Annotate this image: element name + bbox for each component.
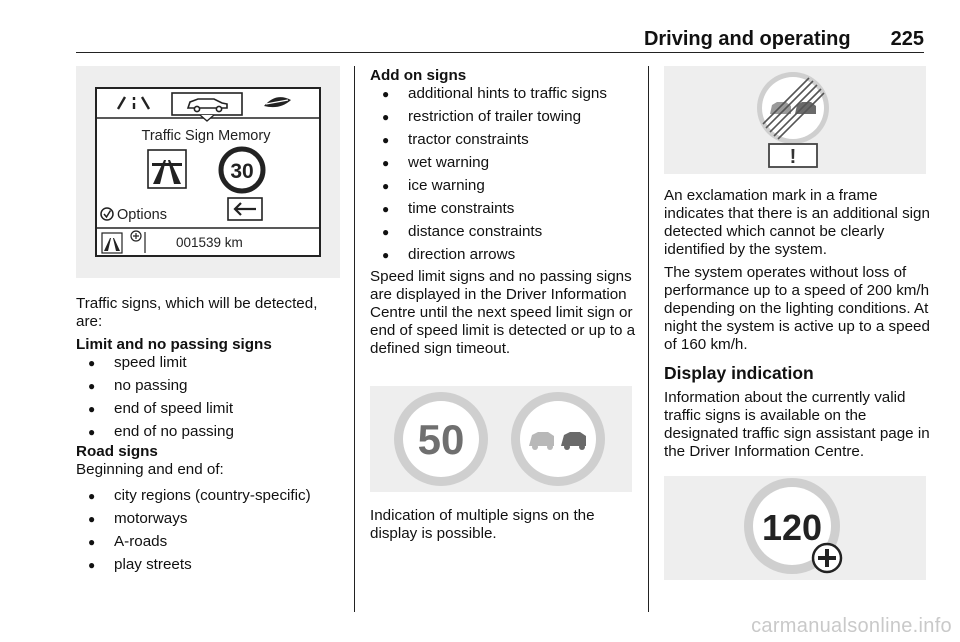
exclamation-paragraph: An exclamation mark in a frame indicates that there is an additional sign detected which cannot be clearly identified by the system. — [664, 187, 930, 258]
section-title: Driving and operating — [643, 28, 851, 50]
column-divider-1 — [354, 66, 355, 612]
list-item: ● direction arrows — [370, 246, 638, 264]
speed-value: 120 — [761, 507, 823, 548]
display-indication-paragraph: Information about the currently valid traffic signs is available on the designated traffic sign assistant page in the Driver Information Centre. — [664, 389, 930, 460]
page-number: 225 — [890, 28, 924, 50]
speed-limit-50-sign — [394, 392, 488, 486]
road-signs-heading: Road signs — [76, 443, 158, 460]
list-item: ● speed limit — [76, 354, 346, 372]
multiple-signs-paragraph: Indication of multiple signs on the display is possible. — [370, 507, 595, 542]
list-item: ● distance constraints — [370, 223, 638, 241]
speed-limit-30-sign — [221, 149, 263, 191]
speed-value: 50 — [417, 416, 465, 463]
traffic-sign-memory-figure — [76, 66, 340, 278]
display-title: Traffic Sign Memory — [141, 128, 271, 144]
intro-text: Traffic signs, which will be detected, are: — [76, 295, 318, 330]
display-illustration — [76, 66, 340, 278]
plus-circle-icon — [813, 544, 841, 572]
motorway-small-icon — [102, 233, 122, 253]
performance-paragraph: The system operates without loss of performance up to a speed of 200 km/h depending on the lighting conditions. At night the system is active up to a speed of 160 km/h. — [664, 264, 930, 353]
odometer-value: 001539 km — [176, 235, 243, 250]
list-item: ● end of speed limit — [76, 400, 346, 418]
list-item: ● time constraints — [370, 200, 638, 218]
list-item: ● no passing — [76, 377, 346, 395]
list-item: ● motorways — [76, 510, 346, 528]
speed-limit-paragraph: Speed limit signs and no passing signs are displayed in the Driver Information Centre until the next speed limit sign or end of speed limit is detected or up to a defined sign timeout. — [370, 268, 636, 357]
end-no-passing-figure — [664, 66, 926, 174]
watermark: carmanualsonline.info — [751, 615, 952, 637]
list-item: ● play streets — [76, 556, 346, 574]
speed-120-figure — [664, 476, 926, 580]
list-item: ● ice warning — [370, 177, 638, 195]
multiple-signs-figure — [370, 386, 632, 492]
speed-value: 30 — [230, 160, 254, 183]
list-item: ● restriction of trailer towing — [370, 108, 638, 126]
display-indication-heading: Display indication — [664, 363, 814, 383]
exclamation-frame-icon — [769, 144, 817, 168]
list-item: ● additional hints to traffic signs — [370, 85, 638, 103]
exclamation-mark: ! — [789, 146, 797, 168]
column-divider-2 — [648, 66, 649, 612]
header-rule — [76, 52, 924, 53]
column-1 — [76, 295, 346, 574]
column-3 — [664, 187, 932, 461]
options-label: Options — [117, 207, 167, 223]
list-item: ● A-roads — [76, 533, 346, 551]
back-arrow-icon — [228, 198, 262, 220]
motorway-sign-icon — [148, 150, 186, 188]
page-header — [644, 28, 924, 51]
list-item: ● tractor constraints — [370, 131, 638, 149]
road-signs-intro: Beginning and end of: — [76, 461, 224, 478]
column-2 — [370, 67, 638, 358]
list-item: ● city regions (country-specific) — [76, 487, 346, 505]
list-item: ● end of no passing — [76, 423, 346, 441]
addon-signs-heading: Add on signs — [370, 67, 467, 84]
plus-circle-icon — [131, 231, 141, 241]
list-item: ● wet warning — [370, 154, 638, 172]
limit-signs-heading: Limit and no passing signs — [76, 336, 272, 353]
end-of-no-passing-sign — [757, 72, 829, 144]
no-passing-sign — [511, 392, 605, 486]
